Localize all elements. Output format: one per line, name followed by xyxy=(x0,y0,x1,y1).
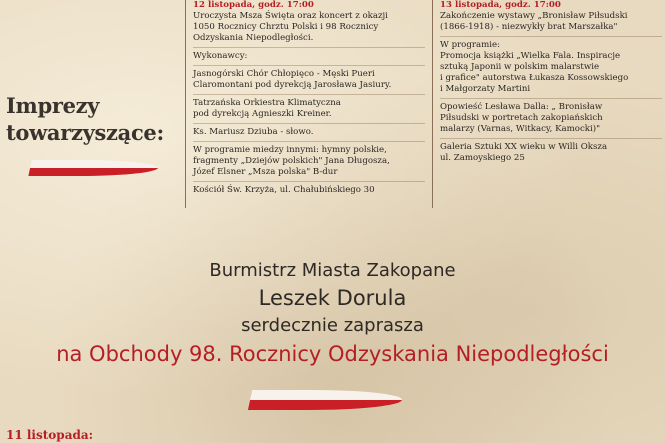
polish-flag-ribbon xyxy=(28,160,159,176)
event-date: 13 listopada, godz. 17:00 xyxy=(440,0,561,10)
invitation-host-name: Leszek Dorula xyxy=(258,286,407,310)
event-paragraph: Tatrzańska Orkiestra Klimatyczna pod dyrekcją Agnieszki Kreiner. xyxy=(193,98,425,124)
column-divider xyxy=(432,0,433,208)
event-paragraph: W programie: Promocja książki „Wielka Fala. Inspiracje sztuką Japonii w polskim malarstwie i grafice" autorstwa Łukasza Kossowskiego i Małgorzaty Martini xyxy=(440,40,662,99)
event-column-left xyxy=(193,0,425,202)
section-title-line2: towarzyszące: xyxy=(6,120,164,145)
invitation-host-title: Burmistrz Miasta Zakopane xyxy=(209,260,456,281)
event-paragraph: Opowieść Lesława Dalla: „ Bronisław Piłsudski w portretach zakopiańskich malarzy (Varnas, Witkacy, Kamocki)" xyxy=(440,102,662,139)
section-title-line1: Imprezy xyxy=(6,93,100,118)
event-paragraph: Jasnogórski Chór Chłopięco - Męski Pueri Claromontani pod dyrekcją Jarosława Jasiury. xyxy=(193,69,425,95)
event-paragraph: W programie miedzy innymi: hymny polskie, fragmenty „Dziejów polskich" Jana Długosza, Józef Elsner „Msza polska" B-dur xyxy=(193,145,425,182)
event-paragraph: Zakończenie wystawy „Bronisław Piłsudski (1866-1918) - niezwykły brat Marszałka" xyxy=(440,11,662,37)
bottom-section-date: 11 listopada: xyxy=(6,428,94,442)
event-paragraph: Ks. Mariusz Dziuba - słowo. xyxy=(193,127,425,142)
event-location: Kościół Św. Krzyża, ul. Chałubińskiego 30 xyxy=(193,185,375,195)
event-location: Galeria Sztuki XX wieku w Willi Oksza ul. Zamoyskiego 25 xyxy=(440,142,608,163)
event-date: 12 listopada, godz. 17:00 xyxy=(193,0,314,10)
invitation-invites: serdecznie zaprasza xyxy=(241,315,424,336)
section-title xyxy=(6,92,164,146)
polish-flag-ribbon xyxy=(248,390,404,410)
invitation-event: na Obchody 98. Rocznicy Odzyskania Niepodległości xyxy=(56,342,609,366)
event-column-right xyxy=(440,0,662,170)
event-paragraph: Uroczysta Msza Święta oraz koncert z okazji 1050 Rocznicy Chrztu Polski i 98 Rocznicy Odzyskania Niepodległości. xyxy=(193,11,425,48)
column-divider xyxy=(185,0,186,208)
event-paragraph: Wykonawcy: xyxy=(193,51,425,66)
